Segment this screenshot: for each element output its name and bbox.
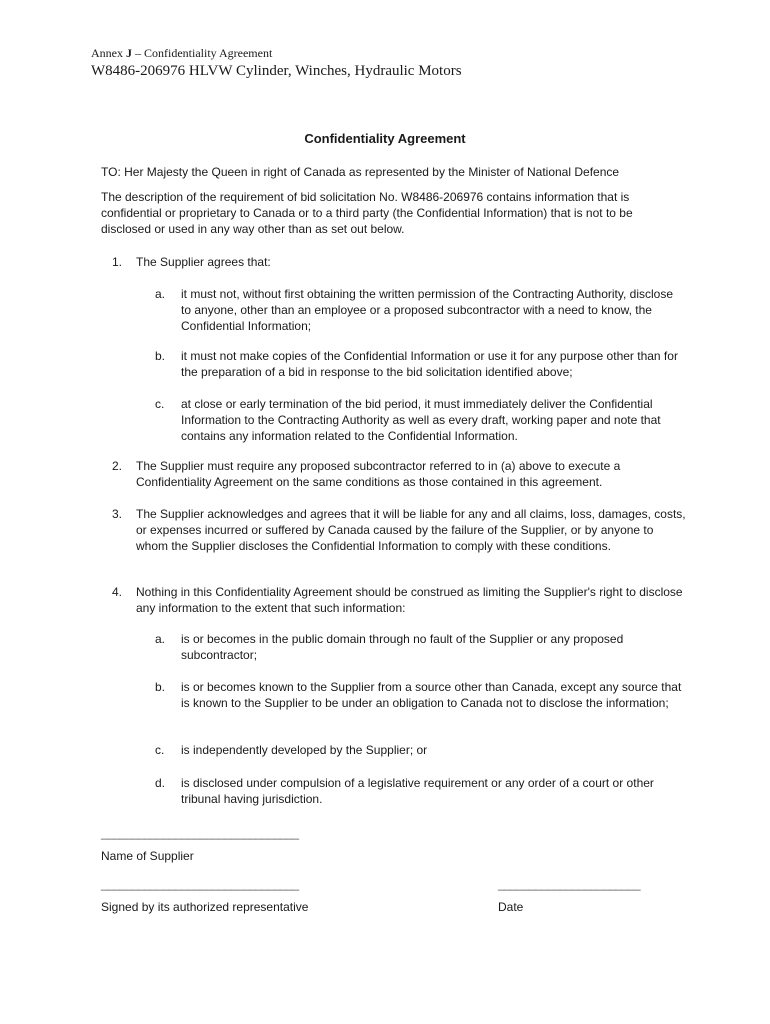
sub-item-letter: a. — [155, 287, 166, 301]
sub-item-letter: c. — [155, 743, 165, 757]
sub-item-letter: a. — [155, 632, 166, 646]
sub-item-text: at close or early termination of the bid period, it must immediately deliver the Confidential Information to the Contracting Authority as well as every draft, working paper and note that contains any information related to the Confidential Information. — [181, 397, 661, 443]
document-title: Confidentiality Agreement — [304, 131, 466, 146]
item-text: The Supplier acknowledges and agrees that it will be liable for any and all claims, loss, damages, costs, or expenses incurred or suffered by Canada caused by the failure of the Supplier, or by anyone to whom the Supplier discloses the Confidential Information to comply with these conditions. — [136, 507, 686, 553]
intro-paragraph: The description of the requirement of bid solicitation No. W8486-206976 contains information that is confidential or proprietary to Canada or to a third party (the Confidential Information) that is not to be disclosed or used in any way other than as set out below. — [101, 190, 633, 236]
annex-header — [91, 46, 272, 60]
item-text: Nothing in this Confidentiality Agreement should be construed as limiting the Supplier's right to disclose any information to the extent that such information: — [136, 585, 683, 615]
sub-item-letter: b. — [155, 349, 166, 363]
annex-prefix: Annex — [91, 46, 126, 60]
supplier-name-label: Name of Supplier — [101, 849, 194, 863]
sub-item-text: it must not make copies of the Confidential Information or use it for any purpose other than for the preparation of a bid in response to the bid solicitation identified above; — [181, 349, 678, 379]
annex-suffix: – Confidentiality Agreement — [132, 46, 273, 60]
sub-item-text: it must not, without first obtaining the written permission of the Contracting Authority, disclose to anyone, other than an employee or a proposed subcontractor with a need to know, the Confidential Information; — [181, 287, 674, 333]
annex-letter: J — [126, 46, 132, 60]
sub-item-text: is or becomes in the public domain through no fault of the Supplier or any proposed subcontractor; — [181, 632, 624, 662]
signed-by-label: Signed by its authorized representative — [101, 900, 309, 914]
item-text: The Supplier must require any proposed subcontractor referred to in (a) above to execute a Confidentiality Agreement on the same conditions as those contained in this agreement. — [136, 459, 621, 489]
sub-item-letter: b. — [155, 680, 166, 694]
sub-item-letter: d. — [155, 776, 166, 790]
sub-item-letter: c. — [155, 397, 165, 411]
sub-item-text: is or becomes known to the Supplier from a source other than Canada, except any source that is known to the Supplier to be under an obligation to Canada not to disclose the information; — [181, 680, 682, 710]
item-number: 2. — [112, 459, 123, 473]
solicitation-header: W8486-206976 HLVW Cylinder, Winches, Hydraulic Motors — [91, 63, 462, 79]
date-line: _______________________ — [498, 877, 640, 891]
signature-line: ________________________________ — [101, 877, 299, 891]
item-text: The Supplier agrees that: — [136, 255, 271, 269]
to-line: TO: Her Majesty the Queen in right of Canada as represented by the Minister of National Defence — [101, 165, 620, 179]
supplier-name-line: ________________________________ — [101, 826, 299, 840]
item-number: 1. — [112, 255, 123, 269]
date-label: Date — [498, 900, 524, 914]
sub-item-text: is disclosed under compulsion of a legislative requirement or any order of a court or other tribunal having jurisdiction. — [181, 776, 654, 806]
sub-item-text: is independently developed by the Supplier; or — [181, 743, 428, 757]
item-number: 3. — [112, 507, 123, 521]
item-number: 4. — [112, 585, 123, 599]
